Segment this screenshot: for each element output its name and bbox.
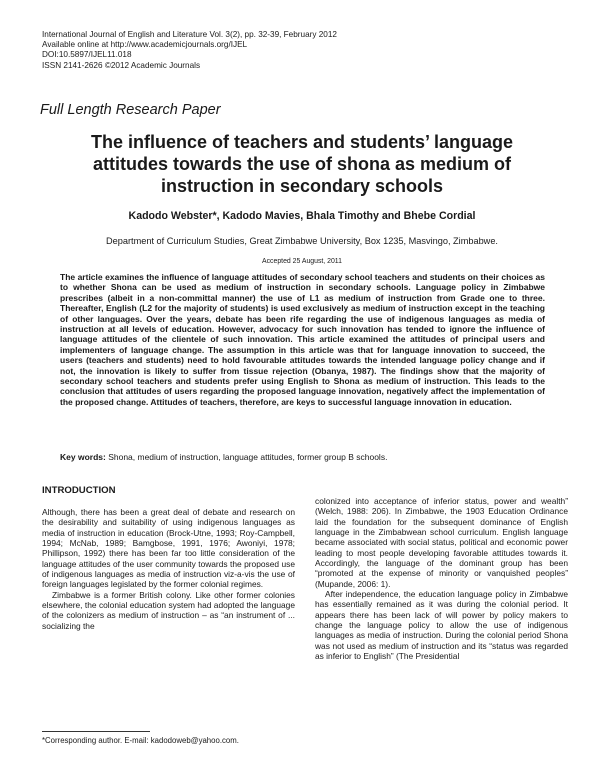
paper-title [40,131,564,197]
abstract: The article examines the influence of language attitudes of secondary school teachers and students on their choices as to whether Shona can be used as medium of instruction in secondary schools. Language policy in Zimbabwe prescribes (albeit in a non-committal manner) the use of L1 as medium of instruction from Grade one to three. Thereafter, English (L2 for the majority of students) is used exclusively as medium of instruction except in the teaching of other languages. Over the years, debate has been rife regarding the use of indigenous languages as media of instruction at all levels of education. However, advocacy for such innovation has tended to ignore the influence of language attitudes of the clientele of such innovation. This article examined the attitudes of principal users and implementers of language change. The assumption in this article was that for language innovation to succeed, the users (teachers and students) need to hold favourable attitudes towards the intended language policy change and if not, the innovation is likely to suffer from tissue rejection (Obanya, 1987). The findings show that the majority of secondary school teachers and students prefer using English to Shona as medium of instruction. This leads to the conclusion that attitudes of users regarding the proposed language innovation, negatively affect the implementation of the proposed change. Attitudes of teachers, therefore, are keys to successful language innovation in education. [60,272,545,407]
paragraph: colonized into acceptance of inferior status, power and wealth” (Welch, 1988: 206). In Zimbabwe, the 1903 Education Ordinance laid the foundation for the subsequent dominance of English language in the Zimbabwean school curriculum. English language became associated with social status, political and economic power leading to most people developing favorable attitudes towards it. Accordingly, the language of the dominant group has been “promoted at the expense of minority or vanquished peoples” (Mupande, 2006: 1). [315,496,568,589]
available-online: Available online at http://www.academicjournals.org/IJEL [42,40,248,50]
journal-citation: International Journal of English and Literature Vol. 3(2), pp. 32-39, February 2012 [42,30,337,39]
journal-header [42,30,337,71]
paper-type: Full Length Research Paper [40,102,221,118]
title-line: attitudes towards the use of shona as medium of [92,154,512,174]
doi: DOI:10.5897/IJEL11.018 [42,50,132,60]
issn: ISSN 2141-2626 ©2012 Academic Journals [42,60,201,70]
keywords-text: Shona, medium of instruction, language attitudes, former group B schools. [105,452,388,462]
section-heading: INTRODUCTION [42,485,116,496]
left-column [42,507,295,631]
title-line: The influence of teachers and students’ language [90,132,514,152]
title-line: instruction in secondary schools [160,176,444,196]
right-column [315,496,568,662]
keywords [60,452,545,462]
keywords-label: Key words: [60,452,106,462]
paragraph: Although, there has been a great deal of debate and research on the desirability and suitability of using indigenous languages as media of instruction in education (Brock-Utne, 1993; Roy-Campbell, 1994; McNab, 1989; Bamgbose, 1991, 1976; Awoniyi, 1978; Phillipson, 1992) there has been far too little consideration of the language attitudes of the user community towards the proposed use of indigenous languages as media of instruction viz-a-vis the use of foreign languages legislated by the former colonial regimes. [42,507,295,590]
paragraph: After independence, the education language policy in Zimbabwe has essentially remained as it was during the colonial period. It appears there has been lack of will power by policy makers to change the language policy to allow the use of indigenous languages as media of instruction. During the colonial period Shona was not used as medium of instruction and its “status was regarded as inferior to English” (The Presidential [315,589,568,662]
affiliation: Department of Curriculum Studies, Great Zimbabwe University, Box 1235, Masvingo, Zimbabwe. [106,236,498,246]
authors: Kadodo Webster*, Kadodo Mavies, Bhala Timothy and Bhebe Cordial [128,210,476,222]
accepted-date: Accepted 25 August, 2011 [262,258,342,265]
paragraph: Zimbabwe is a former British colony. Like other former colonies elsewhere, the colonial education system had adopted the language of the colonizers as medium of instruction – as “an instrument of ... socializing the [42,589,295,631]
footnote-divider [42,731,150,732]
corresponding-author-footnote: *Corresponding author. E-mail: kadodoweb@yahoo.com. [42,736,239,745]
